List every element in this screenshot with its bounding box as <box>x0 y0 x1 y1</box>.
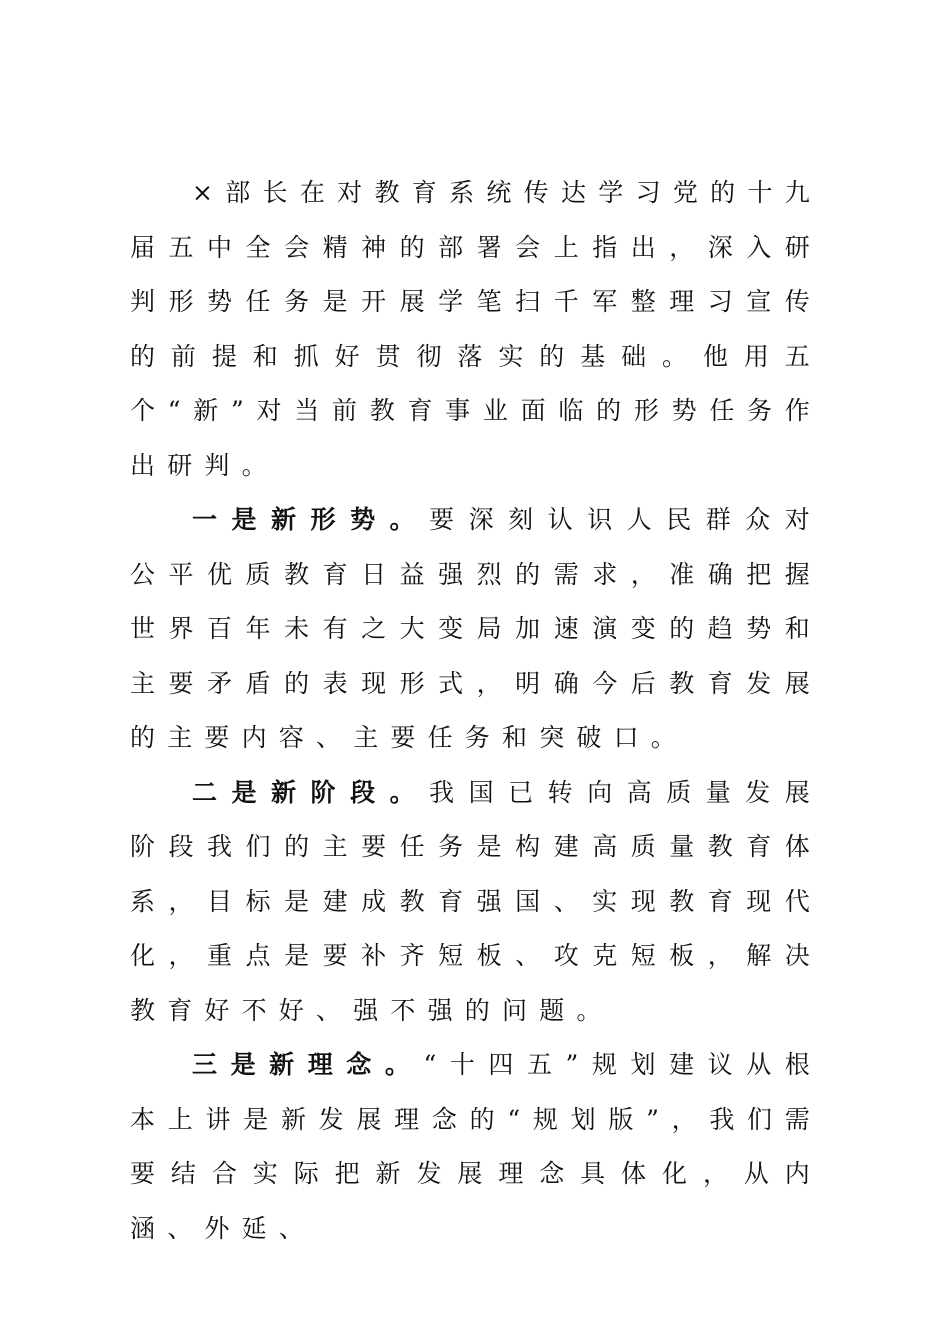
paragraph-text: 我国已转向高质量发展阶段我们的主要任务是构建高质量教育体系，目标是建成教育强国、实现教育现代化，重点是要补齐短板、攻克短板，解决教育好不好、强不强的问题。 <box>130 777 822 1025</box>
paragraph-new-stage <box>130 766 822 1039</box>
paragraph-text: 要深刻认识人民群众对公平优质教育日益强烈的需求，准确把握世界百年未有之大变局加速演变的趋势和主要矛盾的表现形式，明确今后教育发展的主要内容、主要任务和突破口。 <box>130 505 822 752</box>
paragraph-intro <box>130 166 822 493</box>
document-body <box>130 166 822 1256</box>
paragraph-lead: 三是新理念。 <box>192 1050 424 1079</box>
paragraph-new-situation <box>130 493 822 766</box>
paragraph-new-concept <box>130 1038 822 1256</box>
paragraph-lead: 一是新形势。 <box>192 505 430 534</box>
paragraph-text: ×部长在对教育系统传达学习党的十九届五中全会精神的部署会上指出，深入研判形势任务是开展学笔扫千军整理习宣传的前提和抓好贯彻落实的基础。他用五个“新”对当前教育事业面临的形势任务作出研判。 <box>130 178 822 480</box>
paragraph-text: “十四五”规划建议从根本上讲是新发展理念的“规划版”，我们需要结合实际把新发展理念具体化，从内涵、外延、 <box>130 1050 823 1243</box>
paragraph-lead: 二是新阶段。 <box>192 777 430 807</box>
